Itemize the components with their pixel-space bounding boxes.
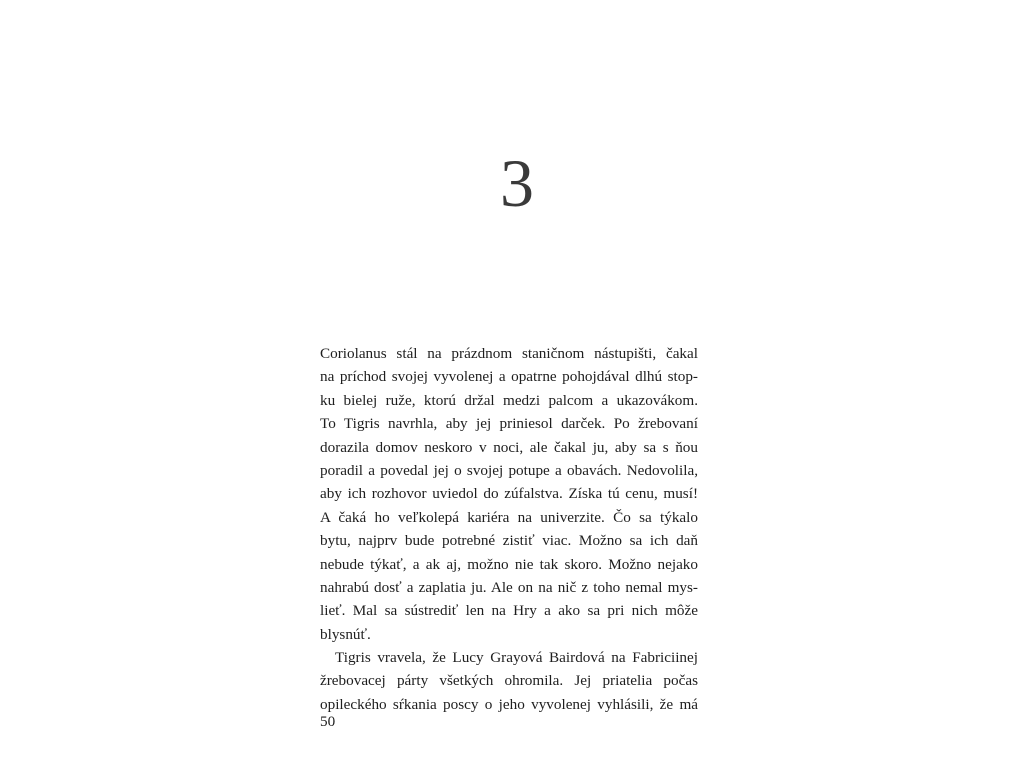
text-line: A čaká ho veľkolepá kariéra na univerzite. Čo sa týkalo (320, 508, 698, 526)
text-line: poradil a povedal jej o svojej potupe a obavách. Nedovolila, (320, 461, 698, 479)
text-line: Coriolanus stál na prázdnom staničnom nástupišti, čakal (320, 345, 698, 362)
text-line: opileckého sŕkania poscy o jeho vyvolenej vyhlásili, že má (320, 695, 698, 713)
paragraph-1 (320, 342, 698, 646)
body-text (320, 342, 698, 716)
text-line: Tigris vravela, že Lucy Grayová Bairdová na Fabriciinej (335, 649, 698, 667)
text-line: blysnúť. (320, 625, 371, 643)
text-line: nahrabú dosť a zaplatia ju. Ale on na nič z toho nemal mys- (320, 578, 698, 596)
chapter-number: 3 (500, 145, 534, 221)
text-line: aby ich rozhovor uviedol do zúfalstva. Získa tú cenu, musí! (320, 485, 698, 503)
text-line: dorazila domov neskoro v noci, ale čakal ju, aby sa s ňou (320, 438, 698, 456)
text-line: na príchod svojej vyvolenej a opatrne pohojdával dlhú stop- (320, 368, 698, 386)
text-line: nebude týkať, a ak aj, možno nie tak skoro. Možno nejako (320, 555, 698, 573)
text-line: bytu, najprv bude potrebné zistiť viac. Možno sa ich daň (320, 532, 698, 550)
text-line: ku bielej ruže, ktorú držal medzi palcom a ukazovákom. (320, 391, 698, 409)
text-line: To Tigris navrhla, aby jej priniesol darček. Po žrebovaní (320, 415, 698, 433)
paragraph-2 (320, 646, 698, 716)
text-line: žrebovacej párty všetkých ohromila. Jej priatelia počas (320, 672, 698, 690)
page-number: 50 (320, 713, 336, 730)
text-line: lieť. Mal sa sústrediť len na Hry a ako sa pri nich môže (320, 602, 698, 620)
